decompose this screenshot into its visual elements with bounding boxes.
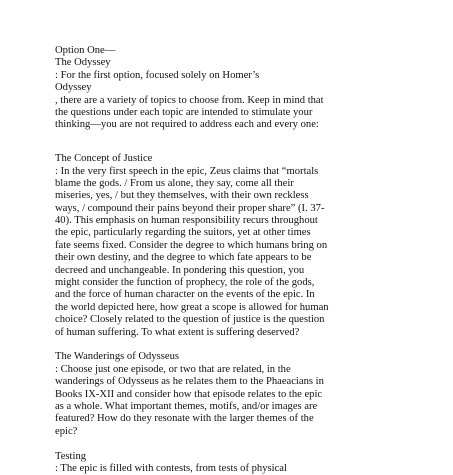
justice-text-line: the epic, particularly regarding the suitors, yet at other times bbox=[55, 227, 311, 239]
justice-text-line: the world depicted here, how great a scope is allowed for human bbox=[55, 301, 329, 313]
wanderings-text-line: as a whole. What important themes, motifs, and/or images are bbox=[55, 400, 318, 412]
justice-text-line: decreed and unchangeable. In pondering this question, you bbox=[55, 264, 305, 276]
document-body bbox=[55, 45, 405, 475]
wanderings-text-line: wanderings of Odysseus as he relates them to the Phaeacians in bbox=[55, 376, 324, 388]
option-text-line: , there are a variety of topics to choose from. Keep in mind that bbox=[55, 94, 324, 106]
justice-text-line: of human suffering. To what extent is suffering deserved? bbox=[55, 326, 300, 338]
justice-heading: The Concept of Justice bbox=[55, 153, 153, 165]
paragraph-gap bbox=[55, 339, 405, 351]
justice-text-line: their own destiny, and the degree to which fate appears to be bbox=[55, 252, 312, 264]
wanderings-text-line: epic? bbox=[55, 425, 78, 437]
paragraph-gap bbox=[55, 438, 405, 450]
option-title: The Odyssey bbox=[55, 57, 111, 69]
justice-text-line: fate seems fixed. Consider the degree to which humans bring on bbox=[55, 239, 328, 251]
option-heading: Option One— bbox=[55, 45, 116, 56]
option-text-line: : For the first option, focused solely on Homer’s bbox=[55, 69, 260, 81]
testing-text-line: : The epic is filled with contests, from tests of physical bbox=[55, 462, 287, 474]
testing-heading: Testing bbox=[55, 450, 87, 462]
wanderings-text-line: : Choose just one episode, or two that are related, in the bbox=[55, 363, 291, 375]
wanderings-text-line: featured? How do they resonate with the larger themes of the bbox=[55, 413, 314, 425]
option-text-line: thinking—you are not required to address each and every one: bbox=[55, 119, 319, 131]
justice-text-line: might consider the function of prophecy, the role of the gods, bbox=[55, 277, 315, 289]
justice-text-line: : In the very first speech in the epic, Zeus claims that “mortals bbox=[55, 165, 319, 177]
wanderings-text-line: Books IX-XII and consider how that episode relates to the epic bbox=[55, 388, 323, 400]
justice-text-line: and the force of human character on the events of the epic. In bbox=[55, 289, 315, 301]
justice-text-line: miseries, yes, / but they themselves, with their own reckless bbox=[55, 190, 309, 202]
option-text-line: the questions under each topic are intended to stimulate your bbox=[55, 106, 313, 118]
wanderings-heading: The Wanderings of Odysseus bbox=[55, 351, 179, 363]
option-text-line: Odyssey bbox=[55, 82, 92, 94]
justice-text-line: choice? Closely related to the question of justice is the question bbox=[55, 314, 325, 326]
justice-text-line: blame the gods. / From us alone, they say, come all their bbox=[55, 177, 294, 189]
paragraph-gap bbox=[55, 144, 405, 153]
paragraph-gap bbox=[55, 132, 405, 144]
justice-text-line: ways, / compound their pains beyond their proper share” (I. 37- bbox=[55, 202, 325, 214]
justice-text-line: 40). This emphasis on human responsibility recurs throughout bbox=[55, 215, 318, 227]
